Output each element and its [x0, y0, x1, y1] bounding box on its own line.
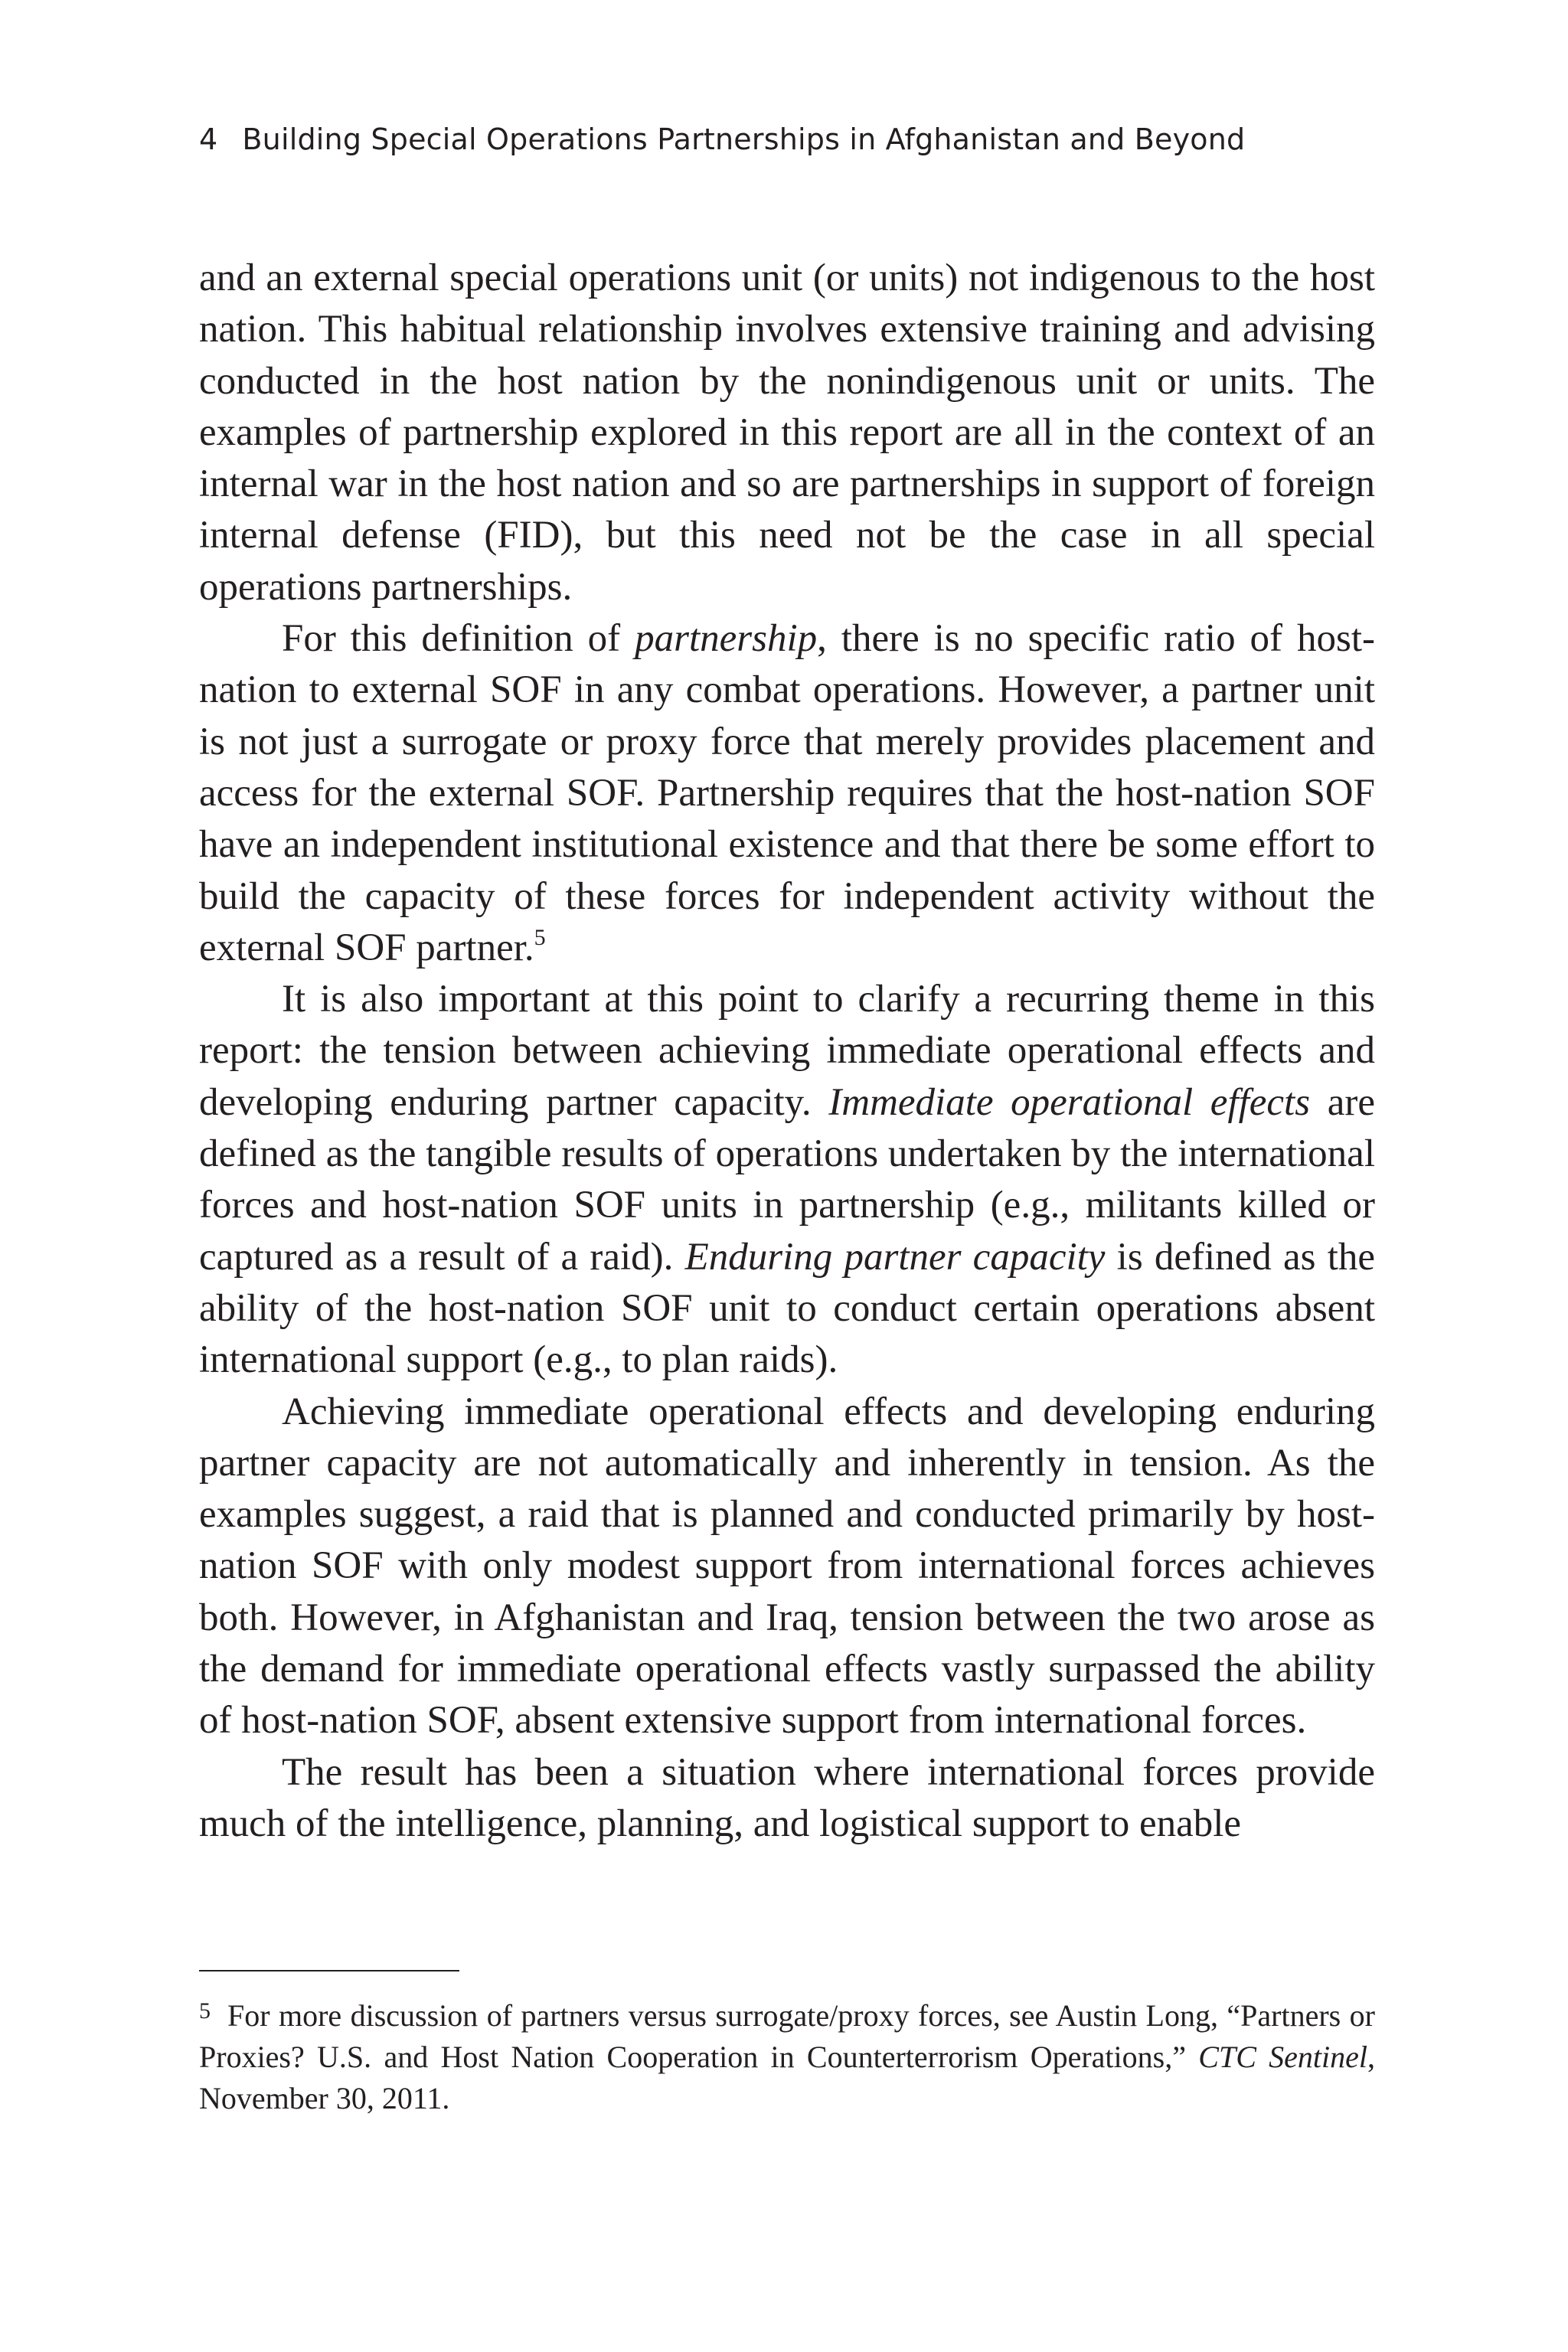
paragraph-3-definition-2: is defined as the ability of the host-nation SOF unit to conduct certain operations absent international support (e.g., to plan raids).	[199, 1235, 1376, 1382]
paragraph-3-definition-1: are defined as the tangible results of operations undertaken by the international forces and host-nation SOF units in partnership (e.g., militants killed or captured as a result of a raid).	[199, 1080, 1375, 1279]
running-title: Building Special Operations Partnerships in Afghanistan and Beyond	[242, 122, 1246, 156]
footnote-divider	[199, 1970, 459, 1971]
footnote-number: 5	[199, 1998, 211, 2024]
paragraph-2-lead: For this definition of	[282, 617, 635, 661]
paragraph-2-text: , there is no specific ratio of host-nation to external SOF in any combat operations. However, a partner unit is not just a surrogate or proxy force that merely provides placement and access for the external SOF. Partnership requires that the host-nation SOF have an independent institutional existence and that there be some effort to build the capacity of these forces for independent activity without the external SOF partner.	[199, 617, 1375, 969]
footnote-date: , November 30, 2011.	[199, 2040, 1376, 2115]
page-number: 4	[199, 122, 218, 156]
footnote	[199, 1991, 1375, 2119]
paragraph-1: and an external special operations unit (or units) not indigenous to the host nation. This habitual relationship involves extensive training and advising conducted in the host nation by the nonindigenous unit or units. The examples of partnership explored in this report are all in the context of an internal war in the host nation and so are partnerships in support of foreign internal defense (FID), but this need not be the case in all special operations partnerships.	[199, 256, 1375, 609]
running-header	[199, 122, 1245, 156]
paragraph-5: The result has been a situation where international forces provide much of the intelligence, planning, and logistical support to enable	[199, 1750, 1375, 1845]
term-partnership: partnership	[635, 617, 818, 661]
footnote-text: For more discussion of partners versus surrogate/proxy forces, see Austin Long, “Partners or Proxies? U.S. and Host Nation Cooperation in Counterterrorism Operations,”	[199, 1998, 1375, 2074]
footnote-reference[interactable]: 5	[534, 924, 546, 950]
paragraph-3	[199, 974, 1375, 1386]
term-enduring-partner-capacity: Enduring partner capacity	[684, 1235, 1106, 1279]
paragraph-4: Achieving immediate operational effects and developing enduring partner capacity are not automatically and inherently in tension. As the examples suggest, a raid that is planned and conducted primarily by host-nation SOF with only modest support from international forces achieves both. However, in Afghanistan and Iraq, tension between the two arose as the demand for immediate operational effects vastly surpassed the ability of host-nation SOF, absent extensive support from international forces.	[199, 1390, 1375, 1743]
footnote-publication: CTC Sentinel	[1198, 2040, 1368, 2074]
paragraph-2	[199, 613, 1375, 974]
paragraph-3-intro: It is also important at this point to clarify a recurring theme in this report: the tension between achieving immediate operational effects and developing enduring partner capacity.	[199, 978, 1375, 1124]
term-immediate-operational-effects: Immediate operational effects	[828, 1080, 1311, 1124]
body-text	[199, 253, 1375, 1850]
